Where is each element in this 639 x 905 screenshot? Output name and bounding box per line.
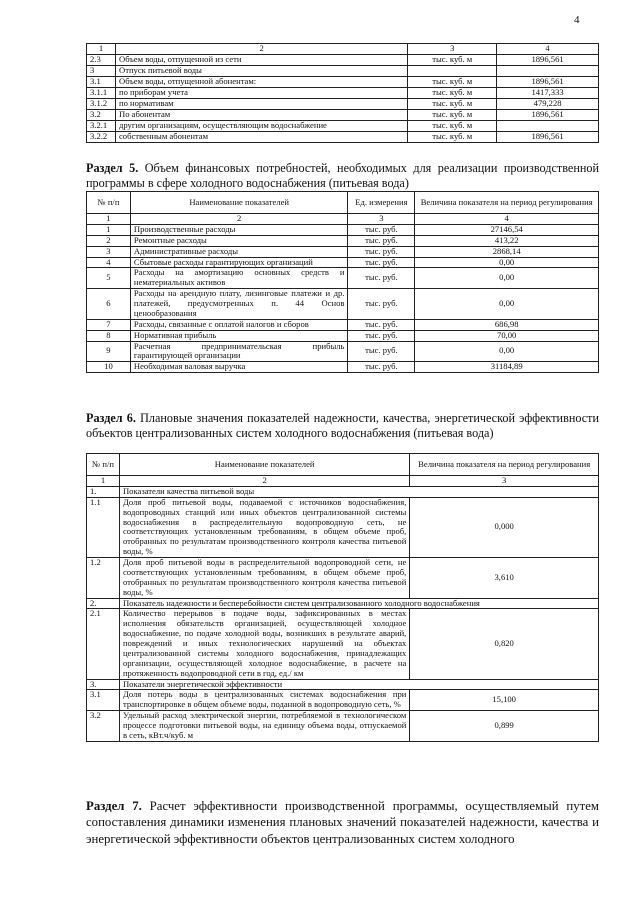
water-balance-body (87, 44, 599, 143)
row-value: 686,98 (415, 319, 599, 330)
row-value: 1417,333 (497, 88, 599, 99)
row-number: 3.2.1 (87, 121, 116, 132)
row-value: 27146,54 (415, 224, 599, 235)
row-name: Расчетная предпринимательская прибыль гарантирующей организации (130, 341, 348, 362)
row-unit: тыс. руб. (348, 246, 415, 257)
row-value: 413,22 (415, 235, 599, 246)
row-value (497, 66, 599, 77)
row-name: Производственные расходы (130, 224, 348, 235)
row-number: 2 (87, 235, 131, 246)
row-number: 6 (87, 289, 131, 320)
group-row (87, 598, 599, 609)
row-unit: тыс. руб. (348, 319, 415, 330)
row-name: Доля проб питьевой воды, подаваемой с источников водоснабжения, водопроводных станций или иных объектов централизованной системы водоснабжения в распределительную водопроводную сеть, не соответствующих установленным требованиям, в общем объеме проб, отобранных по результатам производственного контроля качества питьевой воды, % (119, 497, 409, 557)
row-value: 31184,89 (415, 362, 599, 373)
row-number: 2. (87, 598, 120, 609)
row-unit (408, 66, 497, 77)
financial-needs-table (86, 191, 599, 373)
row-value: 15,100 (410, 690, 599, 711)
section6-label: Раздел 6. (86, 411, 136, 425)
table-row (87, 110, 599, 121)
row-number: 3.2 (87, 110, 116, 121)
table-row (87, 77, 599, 88)
row-number: 9 (87, 341, 131, 362)
row-value: 0,820 (410, 609, 599, 679)
row-unit: тыс. руб. (348, 257, 415, 268)
col-number: 4 (415, 214, 599, 225)
row-unit: тыс. руб. (348, 330, 415, 341)
row-name: Расходы на амортизацию основных средств и нематериальных активов (130, 268, 348, 289)
row-value: 0,00 (415, 289, 599, 320)
row-name: Расходы на арендную плату, лизинговые платежи и др. платежей, предусмотренных п. 44 Основ ценообразования (130, 289, 348, 320)
row-name: Административные расходы (130, 246, 348, 257)
table-row (87, 99, 599, 110)
table-row (87, 711, 599, 742)
table-row (87, 558, 599, 599)
table-row (87, 690, 599, 711)
table-number-row (87, 476, 599, 487)
row-name: Нормативная прибыль (130, 330, 348, 341)
row-unit: тыс. руб. (348, 224, 415, 235)
header-cell: Величина показателя на период регулирования (415, 192, 599, 214)
row-name: Объем воды, отпущенной абонентам: (115, 77, 407, 88)
row-name: по приборам учета (115, 88, 407, 99)
row-number: 3.2 (87, 711, 120, 742)
table-row (87, 246, 599, 257)
row-number: 4 (87, 257, 131, 268)
row-value: 3,610 (410, 558, 599, 599)
row-number: 7 (87, 319, 131, 330)
row-name: Ремонтные расходы (130, 235, 348, 246)
reliability-indicators-body (87, 454, 599, 742)
financial-needs-body (87, 192, 599, 373)
row-number: 2.1 (87, 609, 120, 679)
table-row (87, 497, 599, 557)
section5-label: Раздел 5. (86, 161, 139, 175)
col-number: 2 (130, 214, 348, 225)
table-row (87, 341, 599, 362)
table-header-row (87, 454, 599, 476)
row-unit: тыс. куб. м (408, 77, 497, 88)
row-number: 3.1 (87, 690, 120, 711)
group-row (87, 679, 599, 690)
section5-heading (86, 161, 599, 192)
section7-heading (86, 798, 599, 847)
row-number: 3.1 (87, 77, 116, 88)
row-value: 1896,561 (497, 132, 599, 143)
row-name: Показатель надежности и бесперебойности систем централизованного холодного водоснабжения (119, 598, 598, 609)
table-row (87, 330, 599, 341)
row-unit: тыс. куб. м (408, 88, 497, 99)
table-row (87, 257, 599, 268)
table-row (87, 132, 599, 143)
table-header-row (87, 192, 599, 214)
row-number: 10 (87, 362, 131, 373)
table-row (87, 268, 599, 289)
header-cell: Ед. измерения (348, 192, 415, 214)
row-number: 3 (87, 66, 116, 77)
row-name: Объем воды, отпущенной из сети (115, 55, 407, 66)
row-value: 0,899 (410, 711, 599, 742)
col-number: 4 (497, 44, 599, 55)
row-unit: тыс. руб. (348, 289, 415, 320)
section6-title: Плановые значения показателей надежности, качества, энергетической эффективности объектов централизованных систем холодного водоснабжения (питьевая вода) (86, 411, 599, 441)
row-value: 0,00 (415, 341, 599, 362)
row-name: Показатели энергетической эффективности (119, 679, 598, 690)
group-row (87, 486, 599, 497)
table-row (87, 289, 599, 320)
row-unit: тыс. куб. м (408, 121, 497, 132)
row-name: Показатели качества питьевой воды (119, 486, 598, 497)
row-number: 3. (87, 679, 120, 690)
row-number: 8 (87, 330, 131, 341)
row-name: Сбытовые расходы гарантирующих организаций (130, 257, 348, 268)
col-number: 1 (87, 476, 120, 487)
row-unit: тыс. куб. м (408, 99, 497, 110)
row-unit: тыс. руб. (348, 341, 415, 362)
row-number: 1. (87, 486, 120, 497)
section5-title: Объем финансовых потребностей, необходимых для реализации производственной программы в сфере холодного водоснабжения (питьевая вода) (86, 161, 599, 191)
row-unit: тыс. куб. м (408, 110, 497, 121)
row-name: Расходы, связанные с оплатой налогов и сборов (130, 319, 348, 330)
row-unit: тыс. руб. (348, 268, 415, 289)
row-number: 2.3 (87, 55, 116, 66)
row-number: 1.2 (87, 558, 120, 599)
row-value: 0,000 (410, 497, 599, 557)
reliability-indicators-table (86, 453, 599, 742)
table-row (87, 319, 599, 330)
water-balance-table (86, 43, 599, 143)
col-number: 3 (348, 214, 415, 225)
row-value: 1896,561 (497, 55, 599, 66)
table-row (87, 609, 599, 679)
row-value: 1896,561 (497, 110, 599, 121)
col-number: 3 (408, 44, 497, 55)
row-number: 5 (87, 268, 131, 289)
row-value: 70,00 (415, 330, 599, 341)
table-row (87, 88, 599, 99)
header-cell: № п/п (87, 454, 120, 476)
table-row (87, 66, 599, 77)
row-number: 3.1.1 (87, 88, 116, 99)
row-value: 1896,561 (497, 77, 599, 88)
col-number: 1 (87, 214, 131, 225)
col-number: 2 (119, 476, 409, 487)
table-row (87, 224, 599, 235)
row-name: Количество перерывов в подаче воды, зафиксированных в местах исполнения обязательств организацией, осуществляющей холодное водоснабжение, по подаче холодной воды, возникших в результате аварий, повреждений и иных технологических нарушений на объектах централизованной системы холодного водоснабжения, принадлежащих организации, осуществляющей холодное водоснабжение, в расчете на протяженность водопроводной сети в год, ед./ км (119, 609, 409, 679)
header-cell: Наименование показателей (119, 454, 409, 476)
row-name: Доля потерь воды в централизованных системах водоснабжения при транспортировке в общем объеме воды, поданной в водопроводную сеть, % (119, 690, 409, 711)
section7-title: Расчет эффективности производственной программы, осуществляемый путем сопоставления динамики изменения плановых значений показателей надежности, качества и энергетической эффективности объектов централизованных систем холодного (86, 799, 599, 846)
row-number: 1 (87, 224, 131, 235)
header-cell: № п/п (87, 192, 131, 214)
row-unit: тыс. куб. м (408, 132, 497, 143)
col-number: 3 (410, 476, 599, 487)
row-name: Отпуск питьевой воды (115, 66, 407, 77)
row-value (497, 121, 599, 132)
row-name: По абонентам (115, 110, 407, 121)
row-number: 3.2.2 (87, 132, 116, 143)
table-row (87, 235, 599, 246)
row-unit: тыс. руб. (348, 235, 415, 246)
row-name: другим организациям, осуществляющим водоснабжение (115, 121, 407, 132)
header-cell: Наименование показателей (130, 192, 348, 214)
row-name: собственным абонентам (115, 132, 407, 143)
row-name: Удельный расход электрической энергии, потребляемой в технологическом процессе подготовки питьевой воды, на единицу объема воды, отпускаемой в сеть, кВт.ч/куб. м (119, 711, 409, 742)
section7-label: Раздел 7. (86, 799, 142, 813)
header-cell: Величина показателя на период регулирования (410, 454, 599, 476)
row-value: 0,00 (415, 257, 599, 268)
row-value: 479,228 (497, 99, 599, 110)
row-name: Необходимая валовая выручка (130, 362, 348, 373)
row-number: 3 (87, 246, 131, 257)
row-value: 2868,14 (415, 246, 599, 257)
table-number-row (87, 214, 599, 225)
table-header-row (87, 44, 599, 55)
table-row (87, 55, 599, 66)
row-unit: тыс. руб. (348, 362, 415, 373)
table-row (87, 362, 599, 373)
row-name: Доля проб питьевой воды в распределительной водопроводной сети, не соответствующих установленным требованиям, в общем объеме проб, отобранных по результатам производственного контроля качества питьевой воды, % (119, 558, 409, 599)
row-number: 1.1 (87, 497, 120, 557)
row-value: 0,00 (415, 268, 599, 289)
section6-heading (86, 411, 599, 442)
row-name: по нормативам (115, 99, 407, 110)
col-number: 2 (115, 44, 407, 55)
row-unit: тыс. куб. м (408, 55, 497, 66)
col-number: 1 (87, 44, 116, 55)
page-number: 4 (574, 14, 580, 26)
table-row (87, 121, 599, 132)
row-number: 3.1.2 (87, 99, 116, 110)
